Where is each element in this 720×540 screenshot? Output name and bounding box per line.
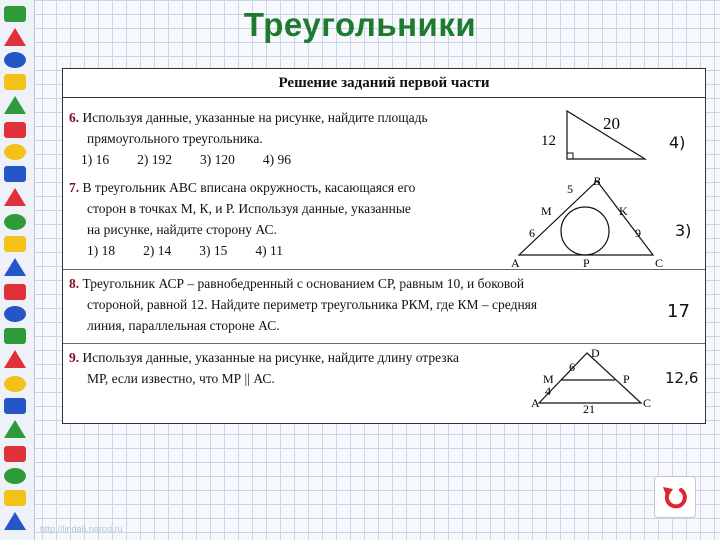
divider [63, 343, 705, 344]
segment-label: 21 [583, 402, 595, 415]
segment-label: 6 [569, 360, 575, 374]
answer-option: 4) 96 [262, 152, 291, 167]
vertex-label: D [591, 346, 600, 360]
yellow-circle-icon [4, 376, 26, 392]
blue-triangle-icon [4, 512, 26, 530]
answer-8: 17 [667, 301, 690, 322]
task-number: 9. [69, 350, 80, 365]
answer-option: 3) 120 [200, 152, 235, 167]
answer-option: 1) 16 [81, 152, 110, 167]
task-number: 6. [69, 110, 80, 125]
task-text: Треугольник АСР – равнобедренный с основанием СР, равным 10, и боковой [82, 276, 525, 291]
task-sheet [62, 68, 706, 424]
yellow-square-icon [4, 236, 26, 252]
hypotenuse-label: 20 [603, 114, 620, 133]
point-label: P [583, 256, 590, 269]
yellow-square-icon [4, 490, 26, 506]
blue-triangle-icon [4, 258, 26, 276]
vertex-label: C [655, 256, 664, 269]
red-triangle-icon [4, 350, 26, 368]
incircle-shape [561, 207, 609, 255]
blue-square-icon [4, 166, 26, 182]
answer-option: 1) 18 [87, 243, 116, 258]
task-8 [69, 273, 537, 336]
right-triangle-figure [533, 105, 663, 165]
segment-label: 5 [567, 182, 573, 196]
answer-option: 2) 192 [137, 152, 172, 167]
return-arrow-icon [655, 477, 695, 517]
inscribed-circle-figure [511, 173, 667, 269]
green-triangle-icon [4, 96, 26, 114]
section-title: Решение заданий первой части [63, 69, 705, 98]
red-square-icon [4, 446, 26, 462]
point-label: M [543, 372, 554, 386]
segment-label: 6 [529, 226, 535, 240]
task-7 [69, 177, 415, 261]
task-text: стороной, равной 12. Найдите периметр треугольника РКМ, где КМ – средняя [87, 297, 538, 312]
point-label: M [541, 204, 552, 218]
back-button[interactable] [654, 476, 696, 518]
yellow-square-icon [4, 74, 26, 90]
task-number: 8. [69, 276, 80, 291]
answer-7: 3) [675, 221, 692, 240]
answer-option: 4) 11 [255, 243, 283, 258]
segment-label: 9 [635, 226, 641, 240]
segment-label: 4 [545, 384, 551, 398]
watermark: http://linda6.narod.ru [40, 524, 123, 534]
green-triangle-icon [4, 420, 26, 438]
green-square-icon [4, 328, 26, 344]
answer-option: 2) 14 [143, 243, 172, 258]
decorative-strip [0, 0, 35, 540]
page-title: Треугольники [243, 6, 477, 43]
task-text: прямоугольного треугольника. [87, 131, 263, 146]
green-circle-icon [4, 468, 26, 484]
red-square-icon [4, 122, 26, 138]
vertex-label: A [531, 396, 540, 410]
divider [63, 269, 705, 270]
answer-6: 4) [669, 133, 686, 152]
answer-option: 3) 15 [199, 243, 228, 258]
right-angle-mark [567, 153, 573, 159]
red-triangle-icon [4, 188, 26, 206]
triangle-shape [519, 181, 653, 255]
red-square-icon [4, 284, 26, 300]
leg-label: 12 [541, 133, 556, 149]
point-label: P [623, 372, 630, 386]
task-9 [69, 347, 459, 389]
blue-square-icon [4, 398, 26, 414]
point-label: K [619, 204, 628, 218]
green-circle-icon [4, 214, 26, 230]
task-number: 7. [69, 180, 80, 195]
task-text: Используя данные, указанные на рисунке, найдите длину отрезка [82, 350, 459, 365]
vertex-label: B [593, 174, 601, 188]
answer-9: 12,6 [665, 369, 699, 387]
task-text: на рисунке, найдите сторону АС. [87, 222, 277, 237]
task-6 [69, 107, 428, 170]
task-text: линия, параллельная стороне АС. [87, 318, 280, 333]
task-text: В треугольник АВС вписана окружность, касающаяся его [82, 180, 416, 195]
vertex-label: C [643, 396, 652, 410]
blue-circle-icon [4, 306, 26, 322]
task-text: сторон в точках М, К, и Р. Используя данные, указанные [87, 201, 411, 216]
parallel-segment-figure [527, 345, 659, 415]
task-text: Используя данные, указанные на рисунке, найдите площадь [82, 110, 428, 125]
yellow-circle-icon [4, 144, 26, 160]
vertex-label: A [511, 256, 520, 269]
task-text: МР, если известно, что МР || АС. [87, 371, 275, 386]
blue-circle-icon [4, 52, 26, 68]
